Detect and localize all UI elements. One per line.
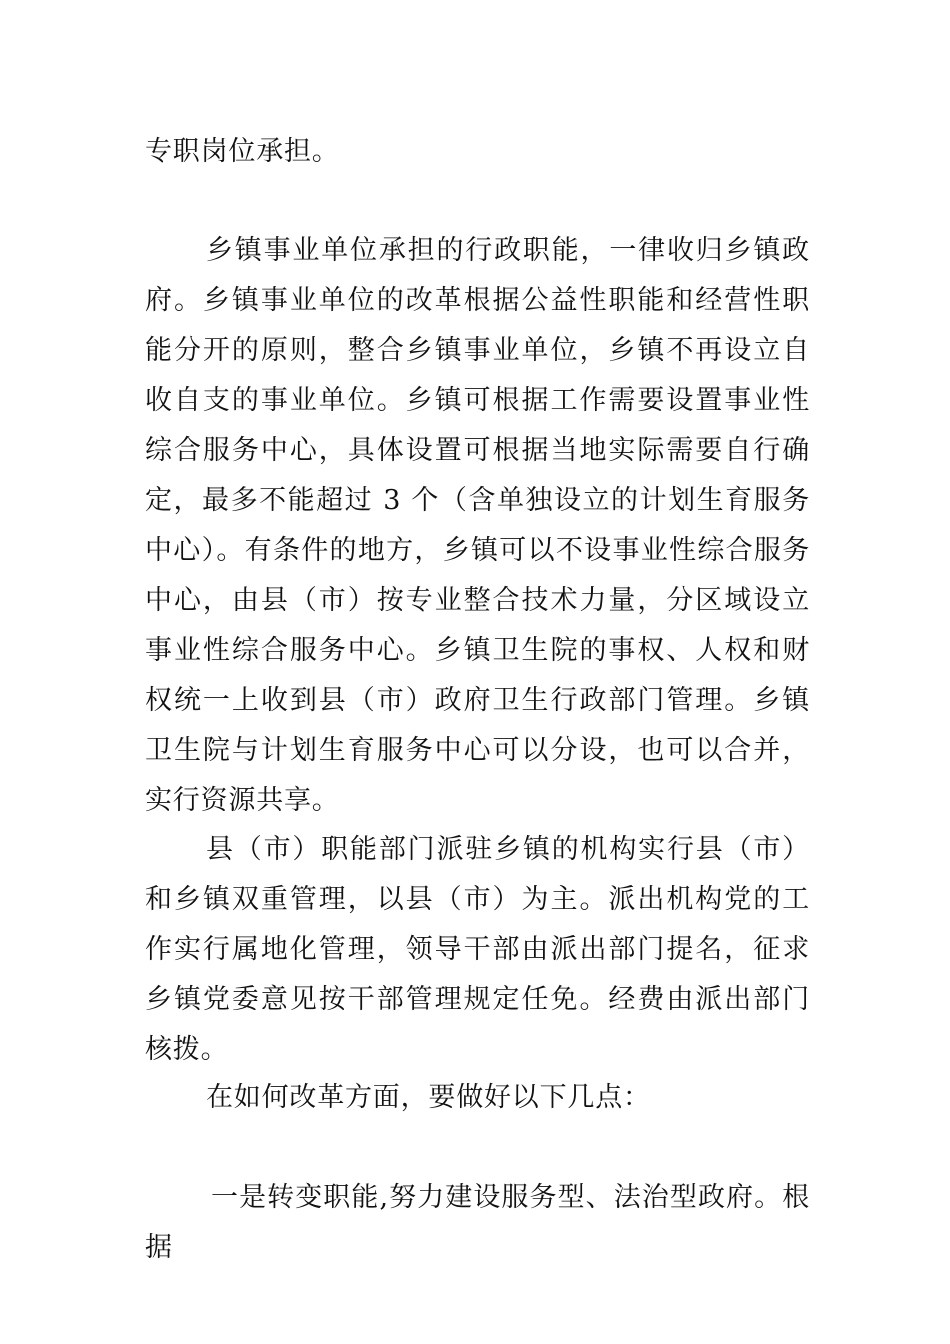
paragraph-dispatched-agencies: 县（市）职能部门派驻乡镇的机构实行县（市）和乡镇双重管理，以县（市）为主。派出机构党的工作实行属地化管理，领导干部由派出部门提名，征求乡镇党委意见按干部管理规定任免。经费由派出部门核拨。	[145, 834, 810, 1065]
paragraph-reform-points-intro: 在如何改革方面，要做好以下几点：	[206, 1082, 651, 1113]
paragraph-continuation: 专职岗位承担。	[145, 136, 340, 167]
paragraph-township-institutions: 乡镇事业单位承担的行政职能，一律收归乡镇政府。乡镇事业单位的改革根据公益性职能和经营性职能分开的原则，整合乡镇事业单位，乡镇不再设立自收自支的事业单位。乡镇可根据工作需要设置事业性综合服务中心，具体设置可根据当地实际需要自行确定，最多不能超过 3 个（含单独设立的计划生育服务中心）。有条件的地方，乡镇可以不设事业性综合服务中心，由县（市）按专业整合技术力量，分区域设立事业性综合服务中心。乡镇卫生院的事权、人权和财权统一上收到县（市）政府卫生行政部门管理。乡镇卫生院与计划生育服务中心可以分设，也可以合并，实行资源共享。	[145, 235, 810, 816]
paragraph-point-one: 一是转变职能,努力建设服务型、法治型政府。根据	[145, 1182, 810, 1263]
